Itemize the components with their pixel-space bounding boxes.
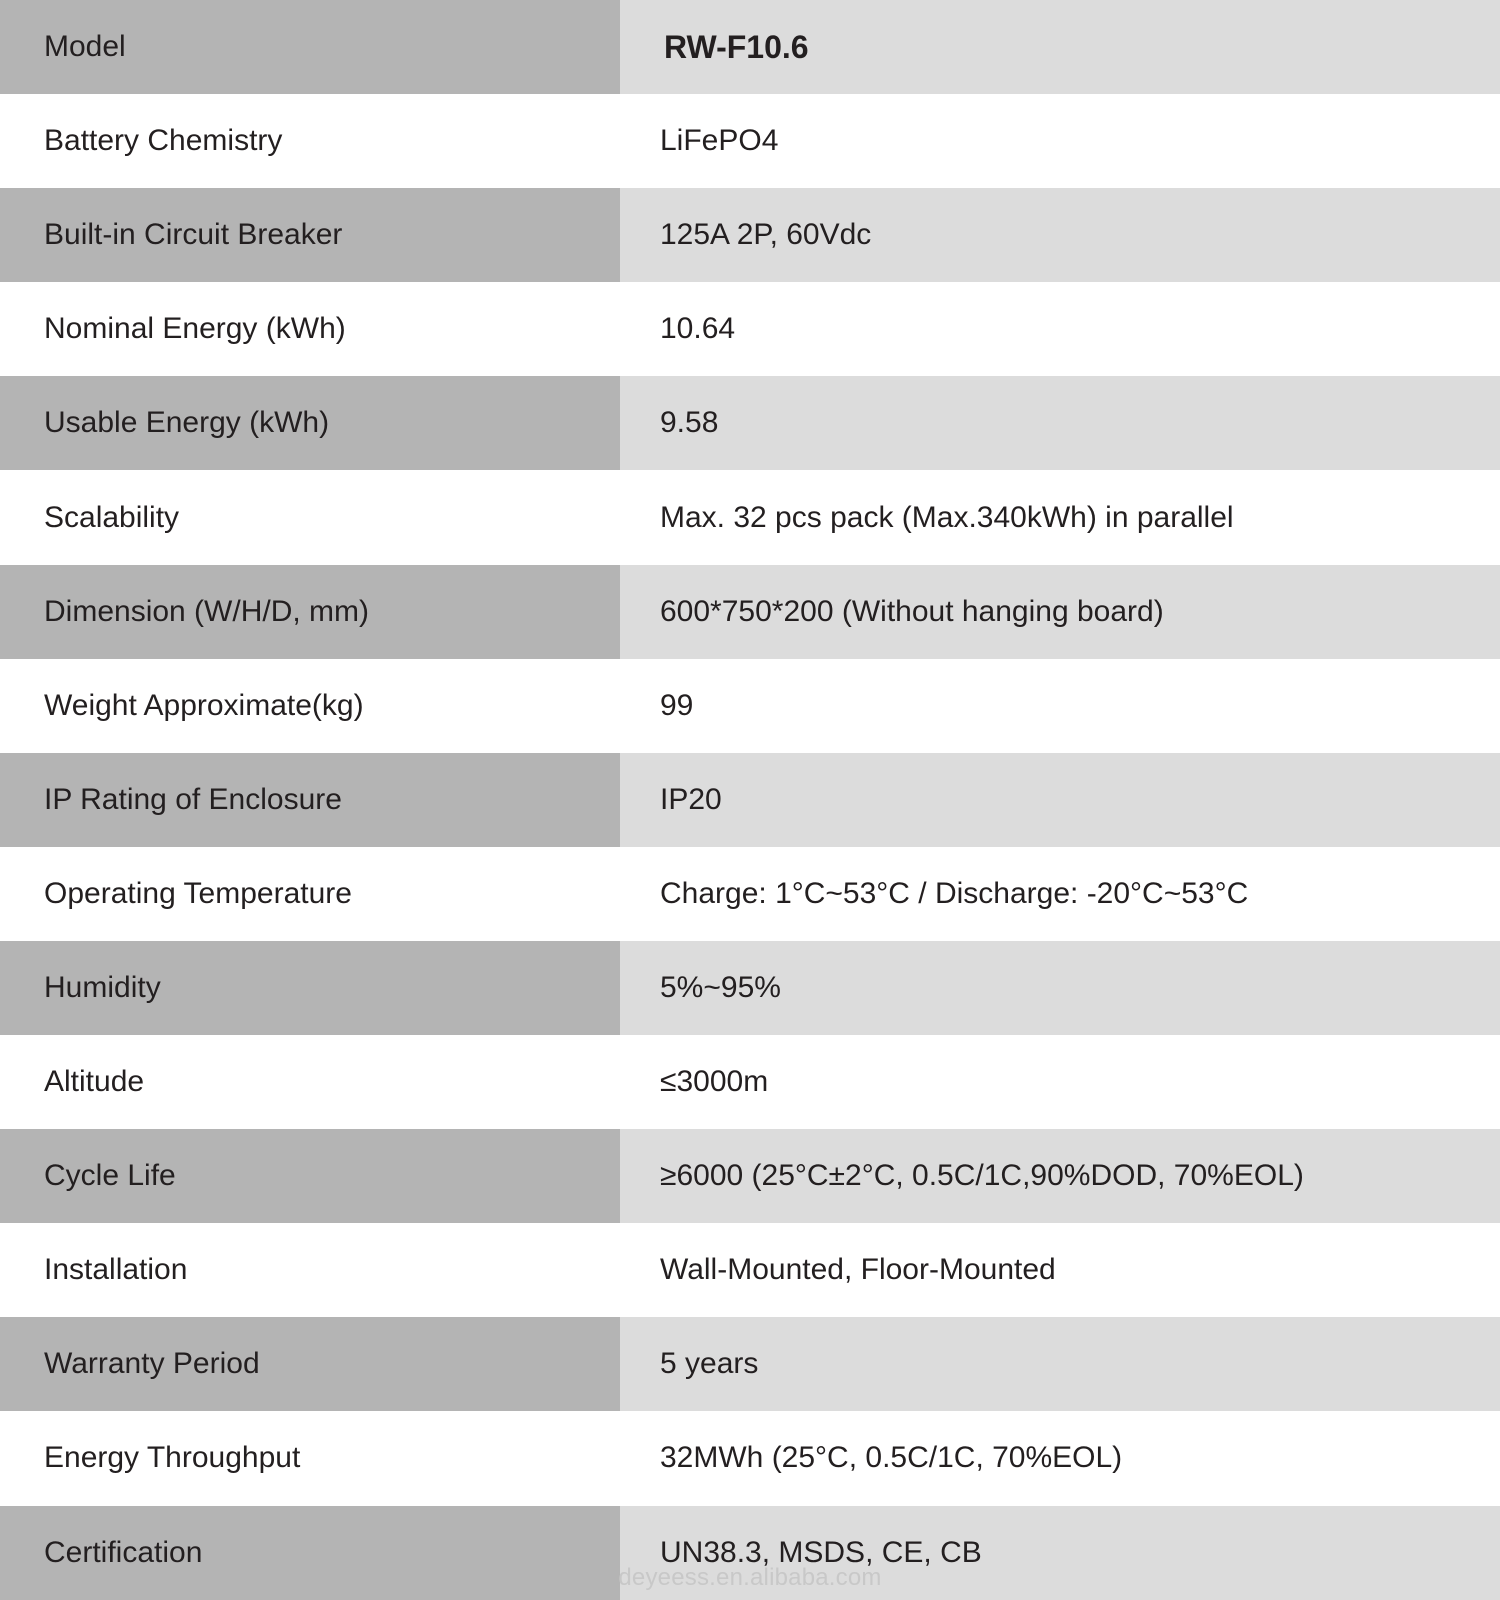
spec-row-altitude bbox=[0, 1035, 1500, 1129]
spec-row-humidity bbox=[0, 941, 1500, 1035]
spec-row-operating-temperature bbox=[0, 847, 1500, 941]
spec-label: Battery Chemistry bbox=[0, 94, 620, 188]
spec-row-cycle-life bbox=[0, 1129, 1500, 1223]
spec-row-nominal-energy bbox=[0, 282, 1500, 376]
spec-row-ip-rating bbox=[0, 753, 1500, 847]
spec-row-circuit-breaker bbox=[0, 188, 1500, 282]
spec-label: IP Rating of Enclosure bbox=[0, 753, 620, 847]
spec-row-model bbox=[0, 0, 1500, 94]
spec-label: Usable Energy (kWh) bbox=[0, 376, 620, 470]
spec-value: 5 years bbox=[620, 1317, 1500, 1411]
spec-label: Humidity bbox=[0, 941, 620, 1035]
spec-value: Charge: 1°C~53°C / Discharge: -20°C~53°C bbox=[620, 847, 1500, 941]
spec-label: Operating Temperature bbox=[0, 847, 620, 941]
watermark: deyeess.en.alibaba.com bbox=[618, 1564, 882, 1591]
spec-label: Dimension (W/H/D, mm) bbox=[0, 565, 620, 659]
spec-value: 9.58 bbox=[620, 376, 1500, 470]
spec-value: ≤3000m bbox=[620, 1035, 1500, 1129]
spec-value: 10.64 bbox=[620, 282, 1500, 376]
spec-value: 5%~95% bbox=[620, 941, 1500, 1035]
spec-value: IP20 bbox=[620, 753, 1500, 847]
spec-label: Model bbox=[0, 0, 620, 94]
spec-row-warranty bbox=[0, 1317, 1500, 1411]
spec-row-usable-energy bbox=[0, 376, 1500, 470]
spec-label: Built-in Circuit Breaker bbox=[0, 188, 620, 282]
spec-row-battery-chemistry bbox=[0, 94, 1500, 188]
spec-label: Certification bbox=[0, 1506, 620, 1600]
spec-label: Scalability bbox=[0, 470, 620, 564]
spec-label: Installation bbox=[0, 1223, 620, 1317]
spec-label: Altitude bbox=[0, 1035, 620, 1129]
spec-row-dimension bbox=[0, 565, 1500, 659]
spec-row-weight bbox=[0, 659, 1500, 753]
spec-label: Cycle Life bbox=[0, 1129, 620, 1223]
spec-row-installation bbox=[0, 1223, 1500, 1317]
spec-label: Warranty Period bbox=[0, 1317, 620, 1411]
spec-label: Weight Approximate(kg) bbox=[0, 659, 620, 753]
spec-value: Max. 32 pcs pack (Max.340kWh) in parallel bbox=[620, 470, 1500, 564]
spec-value: UN38.3, MSDS, CE, CB bbox=[620, 1506, 1500, 1600]
spec-value: ≥6000 (25°C±2°C, 0.5C/1C,90%DOD, 70%EOL) bbox=[620, 1129, 1500, 1223]
spec-value: LiFePO4 bbox=[620, 94, 1500, 188]
spec-value: 32MWh (25°C, 0.5C/1C, 70%EOL) bbox=[620, 1411, 1500, 1505]
spec-row-certification bbox=[0, 1506, 1500, 1600]
spec-row-energy-throughput bbox=[0, 1411, 1500, 1505]
spec-label: Nominal Energy (kWh) bbox=[0, 282, 620, 376]
spec-value: Wall-Mounted, Floor-Mounted bbox=[620, 1223, 1500, 1317]
spec-value: 600*750*200 (Without hanging board) bbox=[620, 565, 1500, 659]
spec-label: Energy Throughput bbox=[0, 1411, 620, 1505]
spec-value: RW-F10.6 bbox=[620, 0, 1500, 94]
spec-value: 125A 2P, 60Vdc bbox=[620, 188, 1500, 282]
spec-row-scalability bbox=[0, 470, 1500, 564]
spec-value: 99 bbox=[620, 659, 1500, 753]
